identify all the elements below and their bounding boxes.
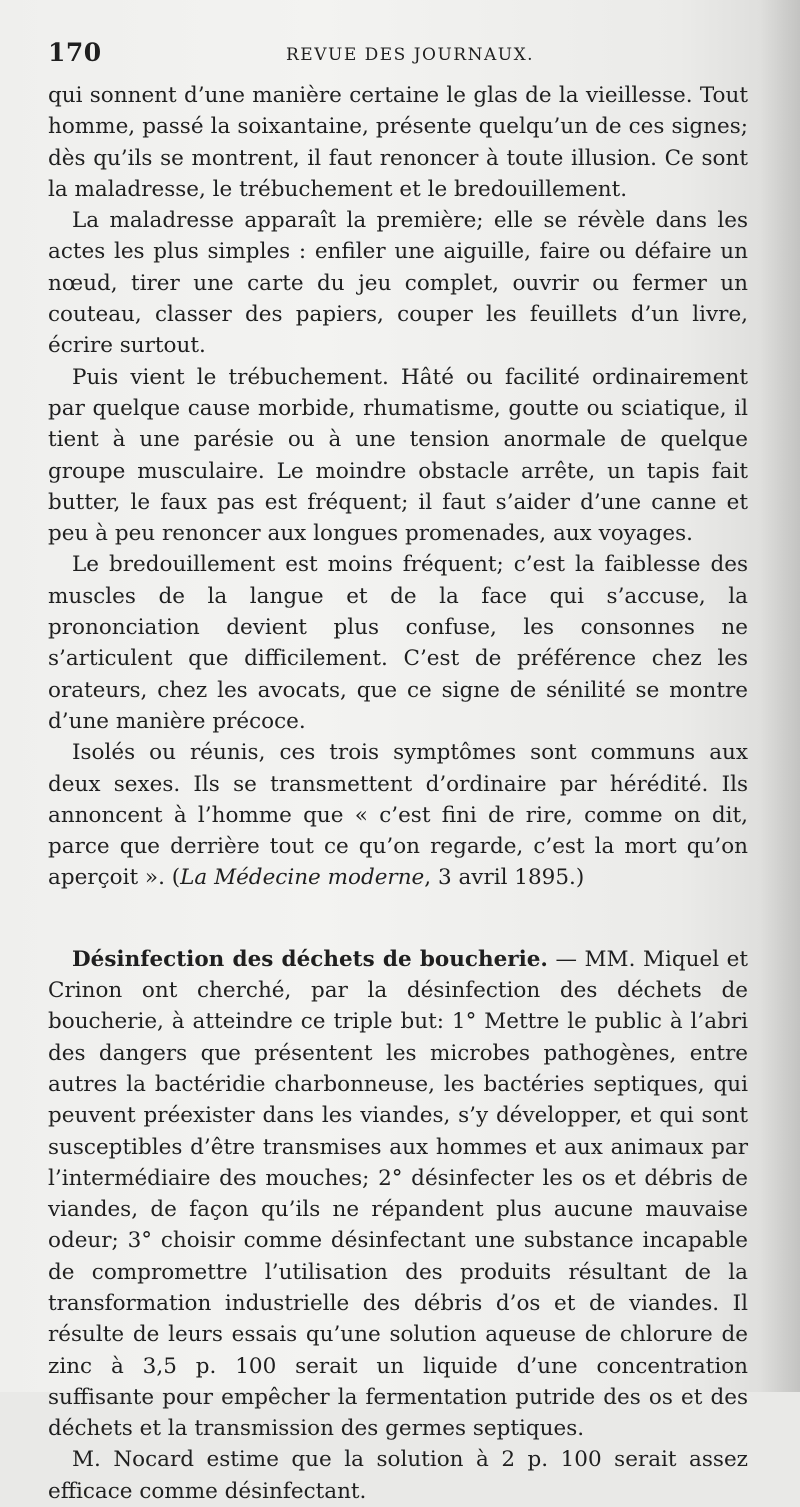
running-header xyxy=(48,38,748,78)
paragraph-desinfection xyxy=(48,944,748,1445)
citation-date: , 3 avril 1895.) xyxy=(424,865,585,891)
paragraph-nocard: M. Nocard estime que la solution à 2 p. 100 serait assez efficace comme désinfectant. xyxy=(48,1447,748,1504)
section-separator xyxy=(48,894,748,944)
conclusion-text: Isolés ou réunis, ces trois symptômes sont communs aux deux sexes. Ils se transmettent d’ordinaire par hérédité. Ils annoncent à l’homme que « c’est fini de rire, comme on dit, parce que derrière tout ce qu’on regarde, c’est la mort qu’on aperçoit ». ( xyxy=(48,740,748,891)
journal-title: REVUE DES JOURNAUX. xyxy=(286,45,535,65)
desinfection-text: — MM. Miquel et Crinon ont cherché, par la désinfection des déchets de boucherie, à atteindre ce triple but: 1° Mettre le public à l’abri des dangers que présentent les microbes pathogènes, entre autres la bactéridie charbonneuse, les bactéries septiques, qui peuvent préexister dans les viandes, s’y développer, et qui sont susceptibles d’être transmises aux hommes et aux animaux par l’intermédiaire des mouches; 2° désinfecter les os et débris de viandes, de façon qu’ils ne répandent plus aucune mauvaise odeur; 3° choisir comme désinfectant une substance incapable de compromettre l’utilisation des produits résultant de la transformation industrielle des débris d’os et de viandes. Il résulte de leurs essais qu’une solution aqueuse de chlorure de zinc à 3,5 p. 100 serait un liquide d’une concentration suffisante pour empêcher la fermentation putride des os et des déchets et la transmission des germes septiques. xyxy=(48,946,748,1442)
page-number: 170 xyxy=(48,38,102,67)
paragraph-maladresse: La maladresse apparaît la première; elle se révèle dans les actes les plus simples : enfiler une aiguille, faire ou défaire un nœud, tirer une carte du jeu complet, ouvrir ou fermer un couteau, classer des papiers, couper les feuillets d’un livre, écrire surtout. xyxy=(48,208,748,359)
paragraph-trebuchement: Puis vient le trébuchement. Hâté ou facilité ordinairement par quelque cause morbide, rhumatisme, goutte ou sciatique, il tient à une parésie ou à une tension anormale de quelque groupe musculaire. Le moindre obstacle arrête, un tapis fait butter, le faux pas est fréquent; il faut s’aider d’une canne et peu à peu renoncer aux longues promenades, aux voyages. xyxy=(48,364,748,547)
paragraph-continuation: qui sonnent d’une manière certaine le glas de la vieillesse. Tout homme, passé la soixantaine, présente quelqu’un de ces signes; dès qu’ils se montrent, il faut renoncer à toute illusion. Ce sont la maladresse, le trébuchement et le bredouillement. xyxy=(48,83,748,202)
paragraph-bredouillement: Le bredouillement est moins fréquent; c’est la faiblesse des muscles de la langue et de la face qui s’accuse, la prononciation devient plus confuse, les consonnes ne s’articulent que difficilement. C’est de préférence chez les orateurs, chez les avocats, que ce signe de sénilité se montre d’une manière précoce. xyxy=(48,552,748,734)
section-title: Désinfection des déchets de boucherie. xyxy=(72,946,548,972)
paragraph-conclusion xyxy=(48,737,748,893)
citation-source: La Médecine moderne xyxy=(180,865,425,891)
article-body xyxy=(48,80,748,1507)
